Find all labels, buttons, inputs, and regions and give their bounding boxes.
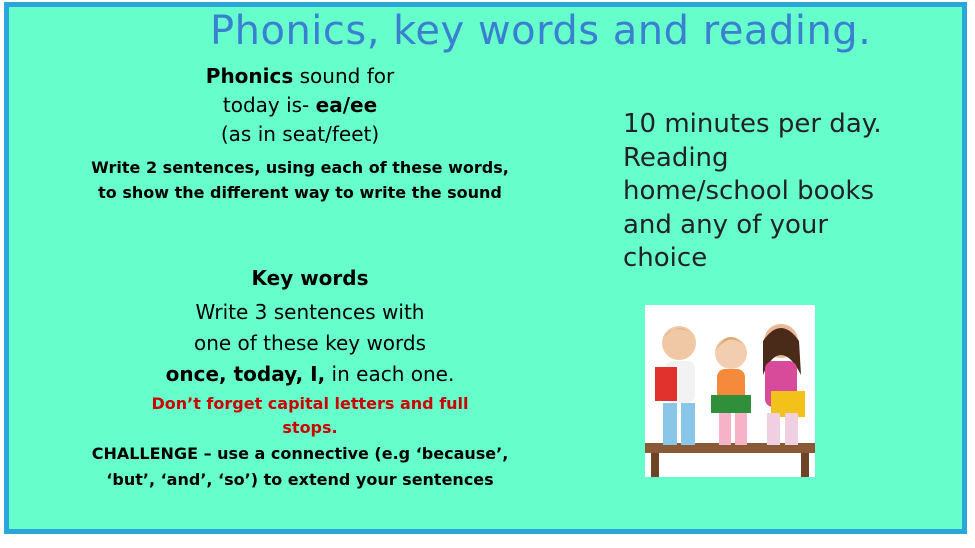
page-title: Phonics, key words and reading. bbox=[210, 8, 872, 54]
challenge-text: CHALLENGE – use a connective (e.g ‘because’, ‘but’, ‘and’, ‘so’) to extend your sentences bbox=[91, 444, 509, 489]
keywords-block bbox=[110, 297, 510, 390]
reminder-text: Don’t forget capital letters and full stops. bbox=[151, 394, 469, 437]
phonics-instruction: Write 2 sentences, using each of these words, to show the different way to write the sound bbox=[91, 158, 509, 202]
phonics-label: Phonics bbox=[205, 64, 294, 88]
phonics-block bbox=[170, 62, 430, 149]
phonics-line-2: today is- ea/ee bbox=[222, 93, 378, 117]
keywords-heading: Key words bbox=[251, 266, 369, 290]
children-reading-illustration bbox=[645, 305, 815, 477]
children-reading-image bbox=[645, 305, 815, 477]
keywords-line-1: Write 3 sentences with bbox=[195, 300, 425, 324]
phonics-sound: ea/ee bbox=[315, 93, 378, 117]
phonics-example: (as in seat/feet) bbox=[220, 122, 380, 146]
phonics-line-1: Phonics sound for bbox=[205, 64, 395, 88]
keywords-list: once, today, I, bbox=[165, 362, 326, 386]
reading-text: 10 minutes per day. Reading home/school books and any of your choice bbox=[623, 109, 882, 273]
keywords-line-3: once, today, I, in each one. bbox=[165, 362, 455, 386]
keywords-line-2: one of these key words bbox=[193, 331, 427, 355]
